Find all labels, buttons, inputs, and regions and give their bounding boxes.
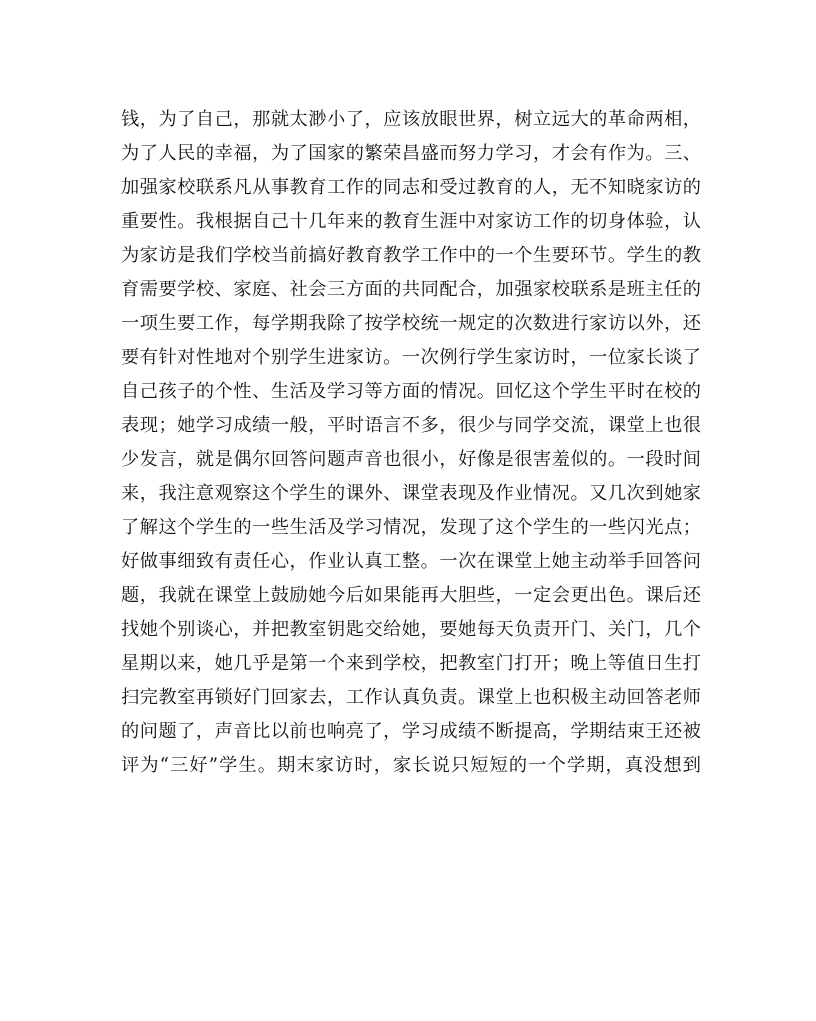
text-line: 为家访是我们学校当前搞好教育教学工作中的一个生要环节。学生的教: [121, 245, 701, 266]
text-line: 评为“三好”学生。期末家访时，家长说只短短的一个学期，真没想到: [121, 755, 701, 776]
text-line: 表现；她学习成绩一般，平时语言不多，很少与同学交流，课堂上也很: [121, 415, 701, 436]
text-line: 一项生要工作，每学期我除了按学校统一规定的次数进行家访以外，还: [121, 313, 701, 334]
text-line: 重要性。我根据自己十几年来的教育生涯中对家访工作的切身体验，认: [121, 211, 701, 232]
text-line: 加强家校联系凡从事教育工作的同志和受过教育的人，无不知晓家访的: [121, 177, 701, 198]
text-line: 来，我注意观察这个学生的课外、课堂表现及作业情况。又几次到她家: [121, 483, 701, 504]
text-line: 要有针对性地对个别学生进家访。一次例行学生家访时，一位家长谈了: [121, 347, 701, 368]
body-text: [121, 103, 701, 783]
text-line: 育需要学校、家庭、社会三方面的共同配合，加强家校联系是班主任的: [121, 279, 701, 300]
text-line: 好做事细致有责任心，作业认真工整。一次在课堂上她主动举手回答问: [121, 551, 701, 572]
text-line: 了解这个学生的一些生活及学习情况，发现了这个学生的一些闪光点；: [121, 517, 701, 538]
text-line: 钱，为了自己，那就太渺小了，应该放眼世界，树立远大的革命两相，: [121, 109, 701, 130]
text-line: 少发言，就是偶尔回答问题声音也很小，好像是很害羞似的。一段时间: [121, 449, 701, 470]
text-line: 找她个别谈心，并把教室钥匙交给她，要她每天负责开门、关门，几个: [121, 619, 701, 640]
text-line: 为了人民的幸福，为了国家的繁荣昌盛而努力学习，才会有作为。三、: [121, 143, 701, 164]
text-line: 题，我就在课堂上鼓励她今后如果能再大胆些，一定会更出色。课后还: [121, 585, 701, 606]
text-line: 的问题了，声音比以前也响亮了，学习成绩不断提高，学期结束王还被: [121, 721, 701, 742]
text-line: 星期以来，她几乎是第一个来到学校，把教室门打开；晚上等值日生打: [121, 653, 701, 674]
text-line: 扫完教室再锁好门回家去，工作认真负责。课堂上也积极主动回答老师: [121, 687, 701, 708]
text-line: 自己孩子的个性、生活及学习等方面的情况。回忆这个学生平时在校的: [121, 381, 701, 402]
